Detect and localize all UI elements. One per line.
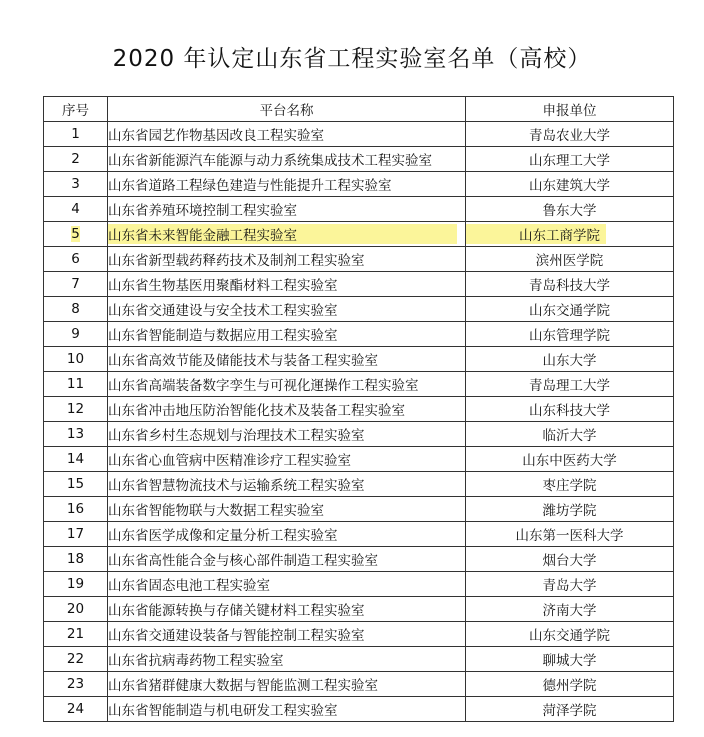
row-number-text: 1 <box>71 126 80 142</box>
platform-name-text: 山东省心血管病中医精准诊疗工程实验室 <box>108 453 351 469</box>
row-number <box>44 322 108 347</box>
table-row <box>44 322 674 347</box>
platform-name-text: 山东省高性能合金与核心部件制造工程实验室 <box>108 553 378 569</box>
row-number <box>44 122 108 147</box>
platform-name-text: 山东省未来智能金融工程实验室 <box>108 224 458 244</box>
platform-name-text: 山东省乡村生态规划与治理技术工程实验室 <box>108 428 365 444</box>
applicant-unit <box>466 572 674 597</box>
applicant-unit-text: 山东工商学院 <box>466 224 607 244</box>
applicant-unit-text: 青岛大学 <box>542 578 597 594</box>
table-row <box>44 347 674 372</box>
platform-name-text: 山东省交通建设装备与智能控制工程实验室 <box>108 628 365 644</box>
row-number-text: 5 <box>71 226 80 242</box>
row-number-text: 10 <box>66 351 85 367</box>
table-row <box>44 272 674 297</box>
row-number-text: 20 <box>66 601 85 617</box>
applicant-unit <box>466 222 674 247</box>
row-number <box>44 647 108 672</box>
platform-name <box>108 572 466 597</box>
platform-name <box>108 422 466 447</box>
row-number <box>44 497 108 522</box>
applicant-unit-text: 山东建筑大学 <box>529 178 610 194</box>
applicant-unit <box>466 422 674 447</box>
platform-name-text: 山东省高效节能及储能技术与装备工程实验室 <box>108 353 378 369</box>
table-row <box>44 697 674 722</box>
row-number <box>44 622 108 647</box>
row-number <box>44 672 108 697</box>
row-number-text: 9 <box>71 326 80 342</box>
platform-name <box>108 622 466 647</box>
row-number <box>44 447 108 472</box>
applicant-unit <box>466 172 674 197</box>
applicant-unit <box>466 472 674 497</box>
row-number <box>44 347 108 372</box>
platform-name <box>108 222 466 247</box>
table-row <box>44 197 674 222</box>
platform-name-text: 山东省猪群健康大数据与智能监测工程实验室 <box>108 678 378 694</box>
row-number <box>44 397 108 422</box>
row-number-text: 17 <box>66 526 85 542</box>
row-number-text: 2 <box>71 151 80 167</box>
applicant-unit <box>466 497 674 522</box>
applicant-unit <box>466 122 674 147</box>
platform-name <box>108 172 466 197</box>
table-row <box>44 497 674 522</box>
applicant-unit <box>466 547 674 572</box>
row-number <box>44 372 108 397</box>
row-number-text: 13 <box>66 426 85 442</box>
platform-name <box>108 597 466 622</box>
row-number-text: 16 <box>66 501 85 517</box>
applicant-unit-text: 山东交通学院 <box>529 628 610 644</box>
header-name: 平台名称 <box>108 97 466 122</box>
applicant-unit-text: 菏泽学院 <box>542 703 597 719</box>
platform-name <box>108 272 466 297</box>
applicant-unit <box>466 372 674 397</box>
platform-name <box>108 247 466 272</box>
platform-name-text: 山东省智慧物流技术与运输系统工程实验室 <box>108 478 365 494</box>
table-row <box>44 472 674 497</box>
platform-name-text: 山东省智能物联与大数据工程实验室 <box>108 503 324 519</box>
platform-name <box>108 372 466 397</box>
platform-name-text: 山东省交通建设与安全技术工程实验室 <box>108 303 338 319</box>
table-row <box>44 447 674 472</box>
platform-name-text: 山东省新能源汽车能源与动力系统集成技术工程实验室 <box>108 153 432 169</box>
row-number-text: 8 <box>71 301 80 317</box>
applicant-unit <box>466 697 674 722</box>
row-number <box>44 147 108 172</box>
platform-name-text: 山东省新型载药释药技术及制剂工程实验室 <box>108 253 365 269</box>
row-number-text: 24 <box>66 701 85 717</box>
platform-name-text: 山东省园艺作物基因改良工程实验室 <box>108 128 324 144</box>
row-number-text: 3 <box>71 176 80 192</box>
row-number-text: 15 <box>66 476 85 492</box>
row-number-text: 14 <box>66 451 85 467</box>
platform-name <box>108 647 466 672</box>
applicant-unit-text: 滨州医学院 <box>535 253 604 269</box>
platform-name-text: 山东省能源转换与存储关键材料工程实验室 <box>108 603 365 619</box>
table-row <box>44 547 674 572</box>
row-number-text: 11 <box>66 376 85 392</box>
platform-name <box>108 522 466 547</box>
row-number-text: 6 <box>71 251 80 267</box>
table-header-row <box>44 97 674 122</box>
page-title: 2020 年认定山东省工程实验室名单（高校） <box>112 46 592 72</box>
applicant-unit-text: 临沂大学 <box>542 428 597 444</box>
row-number <box>44 522 108 547</box>
platform-name <box>108 122 466 147</box>
platform-name-text: 山东省高端装备数字孪生与可视化運操作工程实验室 <box>108 378 419 394</box>
applicant-unit-text: 鲁东大学 <box>542 203 597 219</box>
platform-name <box>108 197 466 222</box>
table-row <box>44 222 674 247</box>
lab-list-table <box>43 96 674 722</box>
row-number <box>44 572 108 597</box>
row-number-text: 7 <box>71 276 80 292</box>
platform-name-text: 山东省智能制造与机电研发工程实验室 <box>108 703 338 719</box>
table-row <box>44 597 674 622</box>
applicant-unit <box>466 322 674 347</box>
row-number <box>44 472 108 497</box>
applicant-unit-text: 山东管理学院 <box>529 328 610 344</box>
platform-name-text: 山东省冲击地压防治智能化技术及装备工程实验室 <box>108 403 405 419</box>
applicant-unit-text: 青岛理工大学 <box>529 378 610 394</box>
row-number <box>44 272 108 297</box>
row-number <box>44 247 108 272</box>
row-number <box>44 597 108 622</box>
table-row <box>44 122 674 147</box>
applicant-unit-text: 德州学院 <box>542 678 597 694</box>
applicant-unit-text: 枣庄学院 <box>542 478 597 494</box>
platform-name-text: 山东省固态电池工程实验室 <box>108 578 270 594</box>
applicant-unit-text: 聊城大学 <box>542 653 597 669</box>
applicant-unit-text: 潍坊学院 <box>542 503 597 519</box>
row-number-text: 22 <box>66 651 85 667</box>
platform-name <box>108 547 466 572</box>
applicant-unit-text: 青岛农业大学 <box>529 128 610 144</box>
platform-name <box>108 397 466 422</box>
table-row <box>44 172 674 197</box>
row-number-text: 12 <box>66 401 85 417</box>
applicant-unit <box>466 522 674 547</box>
applicant-unit-text: 烟台大学 <box>542 553 597 569</box>
table-row <box>44 572 674 597</box>
platform-name <box>108 697 466 722</box>
table-row <box>44 397 674 422</box>
applicant-unit <box>466 197 674 222</box>
applicant-unit-text: 济南大学 <box>542 603 597 619</box>
row-number <box>44 297 108 322</box>
header-unit: 申报单位 <box>466 97 674 122</box>
platform-name-text: 山东省道路工程绿色建造与性能提升工程实验室 <box>108 178 392 194</box>
applicant-unit-text: 山东大学 <box>542 353 597 369</box>
row-number-text: 19 <box>66 576 85 592</box>
applicant-unit <box>466 297 674 322</box>
applicant-unit <box>466 247 674 272</box>
platform-name <box>108 497 466 522</box>
header-no: 序号 <box>44 97 108 122</box>
table-row <box>44 422 674 447</box>
table-row <box>44 647 674 672</box>
row-number-text: 23 <box>66 676 85 692</box>
row-number <box>44 222 108 247</box>
applicant-unit <box>466 647 674 672</box>
applicant-unit <box>466 622 674 647</box>
row-number <box>44 422 108 447</box>
platform-name <box>108 347 466 372</box>
table-row <box>44 622 674 647</box>
row-number-text: 18 <box>66 551 85 567</box>
platform-name <box>108 147 466 172</box>
applicant-unit <box>466 672 674 697</box>
platform-name <box>108 322 466 347</box>
applicant-unit-text: 山东理工大学 <box>529 153 610 169</box>
applicant-unit <box>466 447 674 472</box>
applicant-unit <box>466 597 674 622</box>
table-row <box>44 372 674 397</box>
platform-name <box>108 297 466 322</box>
applicant-unit <box>466 397 674 422</box>
row-number-text: 21 <box>66 626 85 642</box>
applicant-unit-text: 山东中医药大学 <box>522 453 617 469</box>
platform-name-text: 山东省养殖环境控制工程实验室 <box>108 203 297 219</box>
row-number <box>44 547 108 572</box>
table-row <box>44 147 674 172</box>
applicant-unit <box>466 147 674 172</box>
platform-name-text: 山东省医学成像和定量分析工程实验室 <box>108 528 338 544</box>
row-number <box>44 197 108 222</box>
platform-name <box>108 672 466 697</box>
applicant-unit-text: 青岛科技大学 <box>529 278 610 294</box>
applicant-unit-text: 山东交通学院 <box>529 303 610 319</box>
applicant-unit <box>466 272 674 297</box>
row-number <box>44 172 108 197</box>
table-row <box>44 247 674 272</box>
table-row <box>44 672 674 697</box>
table-row <box>44 297 674 322</box>
platform-name <box>108 447 466 472</box>
row-number <box>44 697 108 722</box>
row-number-text: 4 <box>71 201 80 217</box>
applicant-unit-text: 山东科技大学 <box>529 403 610 419</box>
applicant-unit-text: 山东第一医科大学 <box>515 528 624 544</box>
applicant-unit <box>466 347 674 372</box>
platform-name-text: 山东省智能制造与数据应用工程实验室 <box>108 328 338 344</box>
platform-name-text: 山东省生物基医用聚酯材料工程实验室 <box>108 278 338 294</box>
table-row <box>44 522 674 547</box>
platform-name <box>108 472 466 497</box>
platform-name-text: 山东省抗病毒药物工程实验室 <box>108 653 284 669</box>
